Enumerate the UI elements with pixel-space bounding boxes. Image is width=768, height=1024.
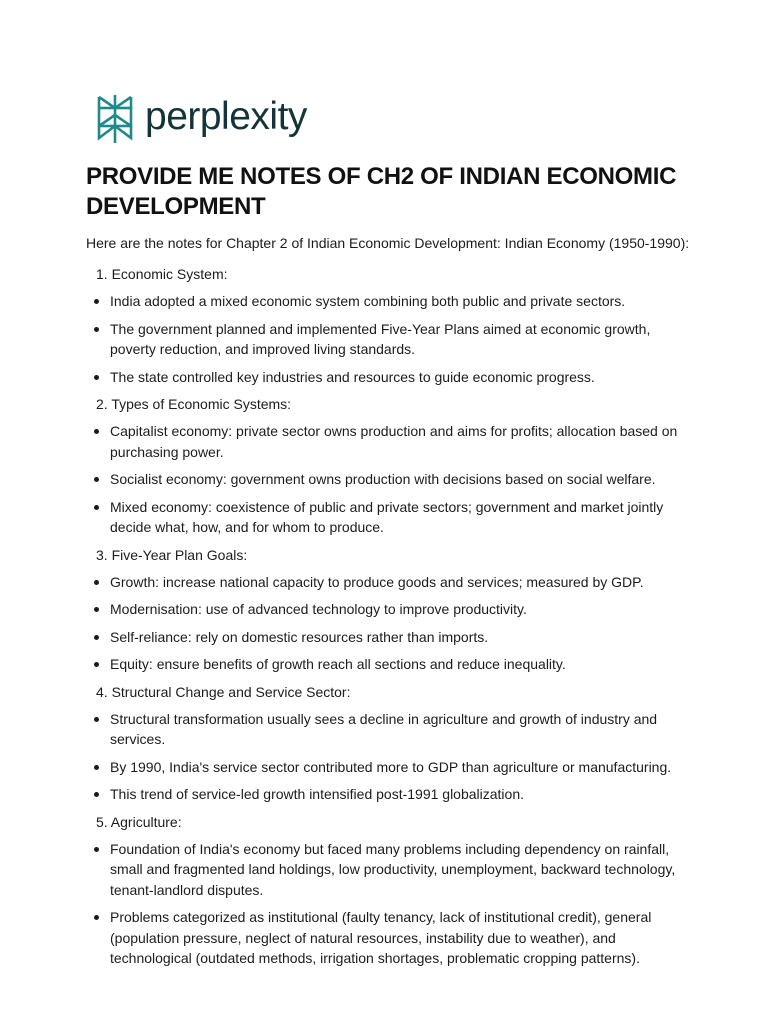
bullet-dot-icon [94,662,99,667]
section-heading: 2. Types of Economic Systems: [96,396,292,412]
list-item-text: Modernisation: use of advanced technology to improve productivity. [110,601,527,617]
bullet-dot-icon [94,915,99,920]
list-item-text: By 1990, India's service sector contributed more to GDP than agriculture or manufacturing. [110,758,672,775]
list-item-text: Socialist economy: government owns production with decisions based on social welfare. [110,471,656,487]
list-item-text: Equity: ensure benefits of growth reach all sections and reduce inequality. [110,656,566,672]
bullet-dot-icon [94,375,99,380]
list-item [86,627,686,648]
list-item-text: The state controlled key industries and resources to guide economic progress. [110,368,595,385]
section-heading: 3. Five-Year Plan Goals: [96,546,248,563]
bullet-dot-icon [94,765,99,770]
bullet-dot-icon [94,635,99,640]
list-item [86,654,686,675]
list-item-text: Growth: increase national capacity to produce goods and services; measured by GDP. [110,573,644,590]
list-item [86,367,686,388]
brand-name: perplexity [145,94,307,138]
section-heading: 5. Agriculture: [96,813,182,830]
list-item-text: Mixed economy: coexistence of public and private sectors; government and market jointly decide what, how, and for whom to produce. [110,498,664,535]
bullet-dot-icon [94,477,99,482]
bullet-dot-icon [94,580,99,585]
list-item [86,907,686,969]
list-item [86,469,686,490]
list-item [86,839,686,901]
bullet-dot-icon [94,505,99,510]
list-item [86,572,686,593]
page-title: PROVIDE ME NOTES OF CH2 OF INDIAN ECONOMIC DEVELOPMENT [86,163,677,220]
list-item-text: Structural transformation usually sees a decline in agriculture and growth of industry and services. [110,710,658,747]
bullet-dot-icon [94,327,99,332]
bullet-dot-icon [94,607,99,612]
list-item-text: Self-reliance: rely on domestic resources rather than imports. [110,628,489,645]
list-item [86,599,686,620]
bullet-dot-icon [94,717,99,722]
section-heading: 4. Structural Change and Service Sector: [96,683,351,700]
bullet-dot-icon [94,299,99,304]
list-item [86,421,686,462]
list-item-text: Problems categorized as institutional (faulty tenancy, lack of institutional credit), general (population pressure, neglect of natural resources, instability due to weather), and technological (outdated methods, irrigation shortages, problematic cropping patterns). [110,909,652,966]
list-item-text: The government planned and implemented Five-Year Plans aimed at economic growth, poverty reduction, and improved living standards. [110,320,651,357]
section-heading: 1. Economic System: [96,266,228,282]
list-item [86,757,686,778]
list-item-text: This trend of service-led growth intensified post-1991 globalization. [110,786,525,802]
list-item [86,497,686,538]
intro-text: Here are the notes for Chapter 2 of Indian Economic Development: Indian Economy (1950-1990): [86,235,690,251]
list-item-text: Foundation of India's economy but faced many problems including dependency on rainfall, small and fragmented land holdings, low productivity, unemployment, backward technology, tenant-landlord disputes. [110,840,676,898]
list-item [86,709,686,750]
list-item-text: Capitalist economy: private sector owns production and aims for profits; allocation based on purchasing power. [110,423,678,460]
list-item [86,784,686,805]
list-item-text: India adopted a mixed economic system combining both public and private sectors. [110,293,626,309]
notes-content [86,264,686,976]
perplexity-logo-icon [94,94,136,144]
bullet-dot-icon [94,792,99,797]
list-item [86,319,686,360]
bullet-dot-icon [94,847,99,852]
list-item [86,291,686,312]
bullet-dot-icon [94,429,99,434]
brand-logo [94,94,307,144]
